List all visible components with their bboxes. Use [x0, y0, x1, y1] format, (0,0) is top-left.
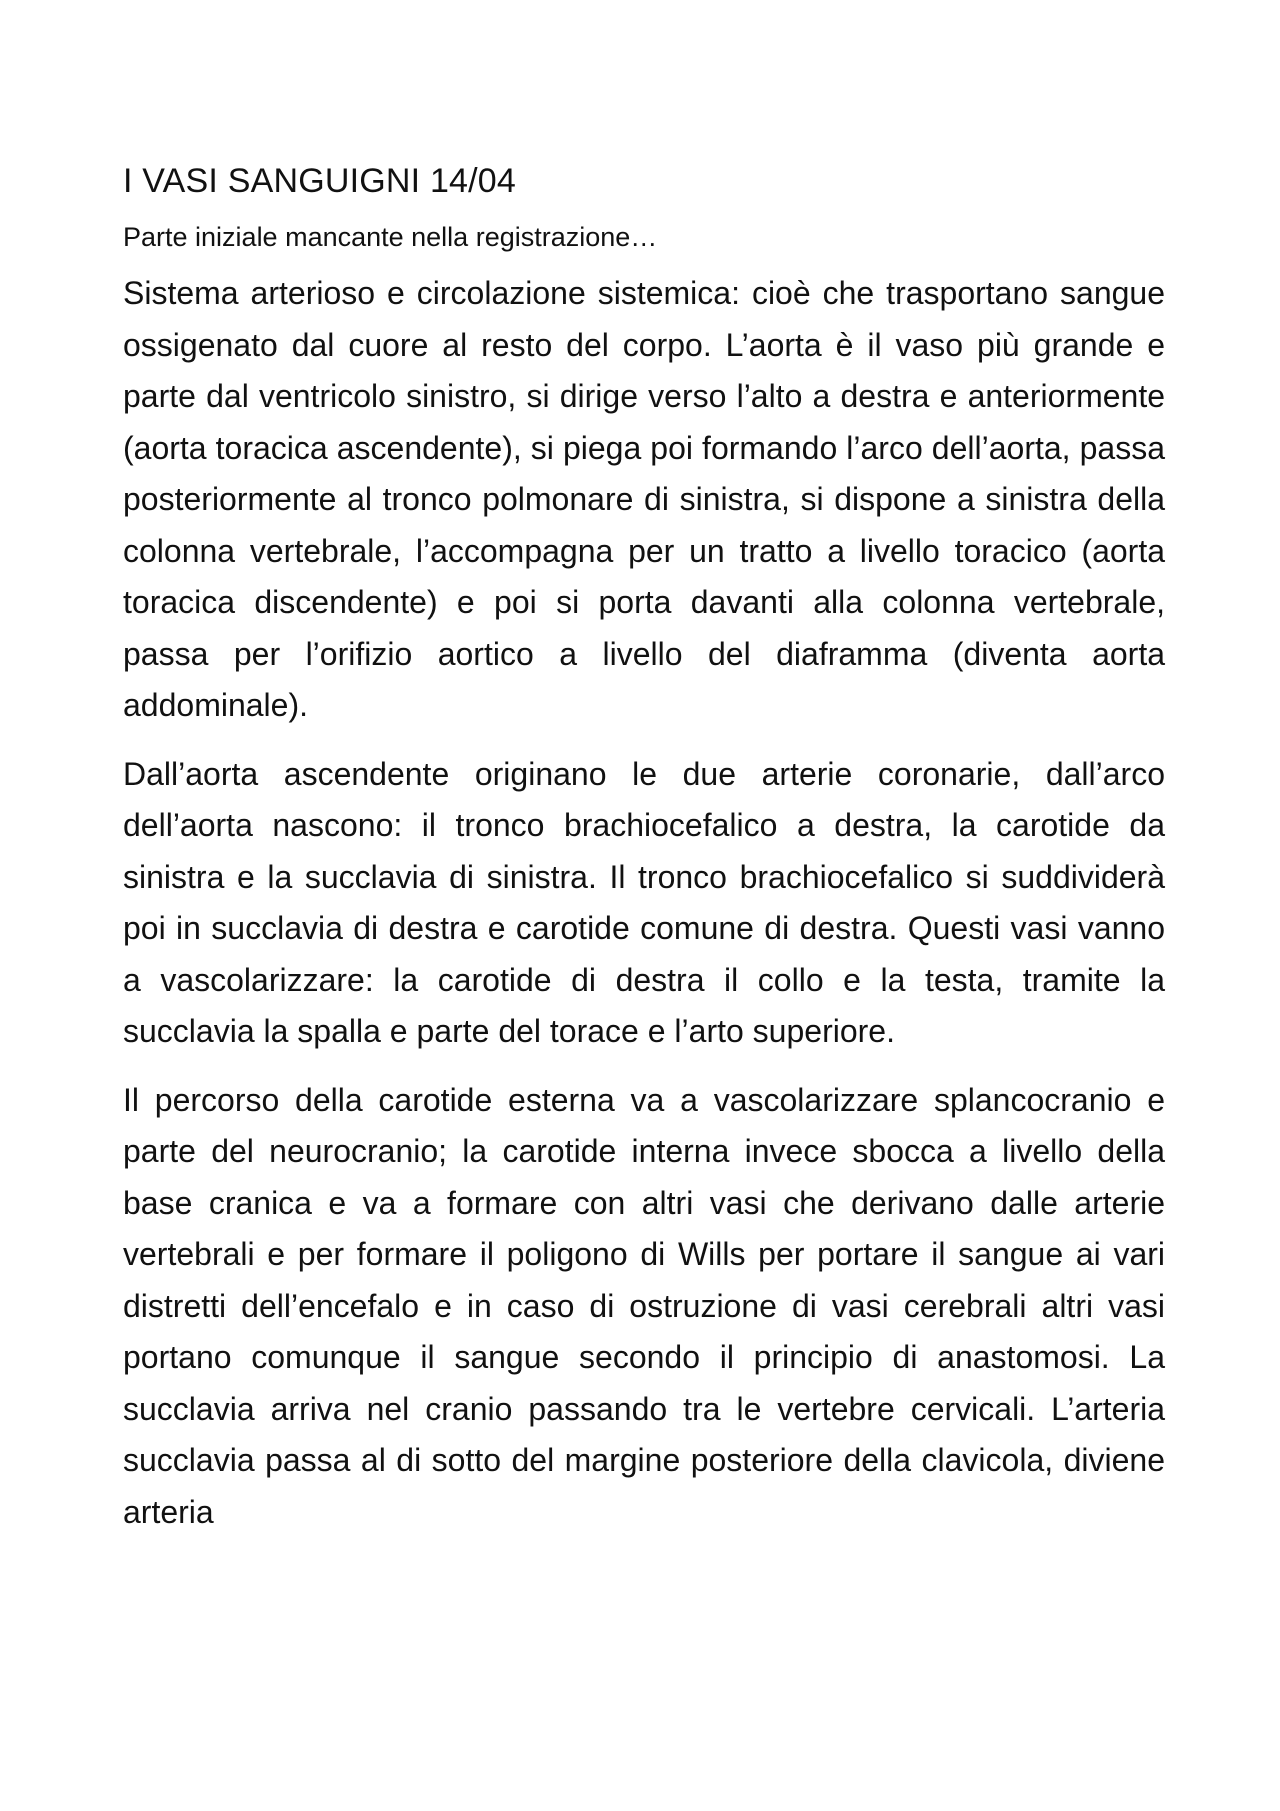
paragraph-systemic-circulation: Sistema arterioso e circolazione sistemica: cioè che trasportano sangue ossigenato dal cuore al resto del corpo. L’aorta è il vaso più grande e parte dal ventricolo sinistro, si dirige verso l’alto a destra e anteriormente (aorta toracica ascendente), si piega poi formando l’arco dell’aorta, passa posteriormente al tronco polmonare di sinistra, si dispone a sinistra della colonna vertebrale, l’accompagna per un tratto a livello toracico (aorta toracica discendente) e poi si porta davanti alla colonna vertebrale, passa per l’orifizio aortico a livello del diaframma (diventa aorta addominale).: [123, 275, 1165, 723]
document-title: I VASI SANGUIGNI 14/04: [123, 162, 517, 200]
document-body: [123, 160, 1165, 1555]
missing-intro-note: Parte iniziale mancante nella registrazione…: [123, 222, 658, 252]
paragraph-aortic-branches: Dall’aorta ascendente originano le due arterie coronarie, dall’arco dell’aorta nascono: il tronco brachiocefalico a destra, la carotide da sinistra e la succlavia di sinistra. Il tronco brachiocefalico si suddividerà poi in succlavia di destra e carotide comune di destra. Questi vasi vanno a vascolarizzare: la carotide di destra il collo e la testa, tramite la succlavia la spalla e parte del torace e l’arto superiore.: [123, 755, 1165, 1049]
paragraph-carotid-path: Il percorso della carotide esterna va a vascolarizzare splancocranio e parte del neurocranio; la carotide interna invece sbocca a livello della base cranica e va a formare con altri vasi che derivano dalle arterie vertebrali e per formare il poligono di Wills per portare il sangue ai vari distretti dell’encefalo e in caso di ostruzione di vasi cerebrali altri vasi portano comunque il sangue secondo il principio di anastomosi. La succlavia arriva nel cranio passando tra le vertebre cervicali. L’arteria succlavia passa al di sotto del margine posteriore della clavicola, diviene arteria: [123, 1081, 1165, 1530]
